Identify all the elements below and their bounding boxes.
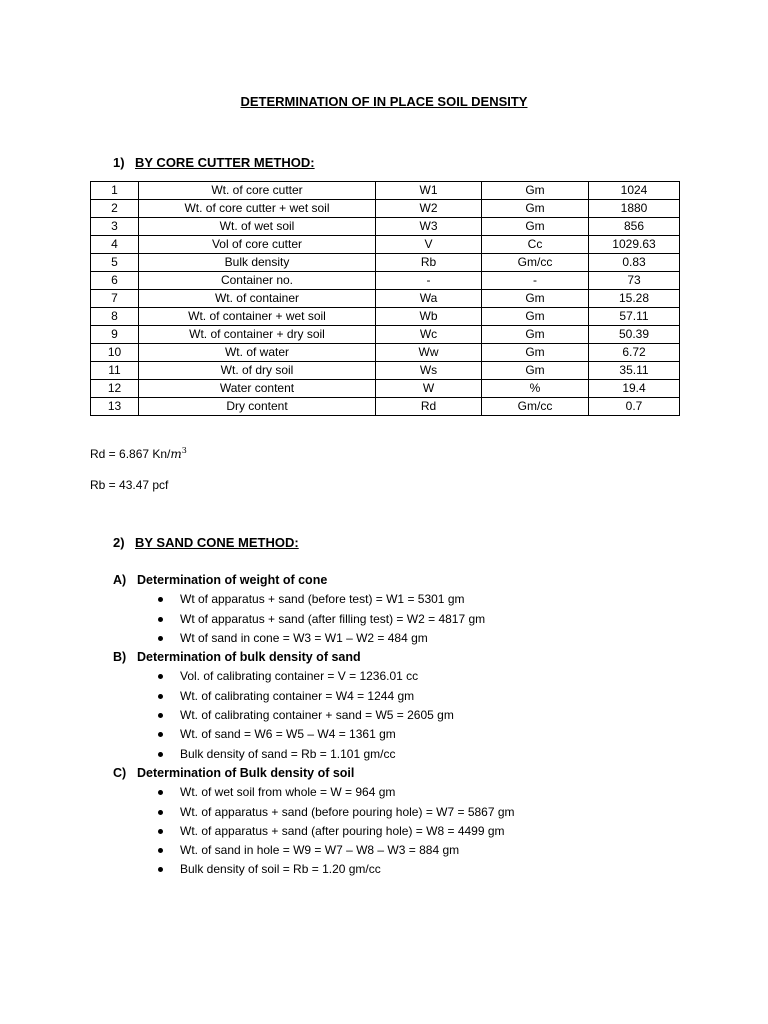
table-row xyxy=(91,218,680,236)
bullet-icon xyxy=(158,732,163,737)
row-unit: Gm xyxy=(482,344,589,362)
table-row xyxy=(91,182,680,200)
list-item xyxy=(158,706,733,725)
list-item-text: Wt. of calibrating container = W4 = 1244 gm xyxy=(180,688,415,703)
bullet-icon xyxy=(158,597,163,602)
bullet-list xyxy=(158,590,733,648)
list-item-text: Wt of apparatus + sand (after filling test) = W2 = 4817 gm xyxy=(180,611,486,626)
table-row xyxy=(91,344,680,362)
list-item-text: Bulk density of soil = Rb = 1.20 gm/cc xyxy=(180,862,381,877)
list-item xyxy=(158,687,733,706)
row-value: 856 xyxy=(589,218,680,236)
row-value: 1024 xyxy=(589,182,680,200)
row-unit: Gm xyxy=(482,362,589,380)
bullet-icon xyxy=(158,790,163,795)
row-value: 0.7 xyxy=(589,398,680,416)
table-row xyxy=(91,254,680,272)
row-value: 73 xyxy=(589,272,680,290)
table-row xyxy=(91,236,680,254)
bullet-icon xyxy=(158,636,163,641)
row-description: Wt. of dry soil xyxy=(139,362,376,380)
list-item-text: Wt. of apparatus + sand (after pouring hole) = W8 = 4499 gm xyxy=(180,823,505,838)
row-number: 10 xyxy=(91,344,139,362)
row-number: 6 xyxy=(91,272,139,290)
list-item xyxy=(158,629,733,648)
list-item xyxy=(158,783,733,802)
bullet-list xyxy=(158,667,733,763)
row-symbol: V xyxy=(376,236,482,254)
section1-heading-text: BY CORE CUTTER METHOD: xyxy=(135,155,315,170)
row-value: 1029.63 xyxy=(589,236,680,254)
row-symbol: Wb xyxy=(376,308,482,326)
core-cutter-table xyxy=(90,181,680,416)
row-value: 35.11 xyxy=(589,362,680,380)
table-row xyxy=(91,290,680,308)
bullet-icon xyxy=(158,867,163,872)
subsection-letter: C) xyxy=(113,765,127,780)
row-number: 1 xyxy=(91,182,139,200)
row-description: Wt. of core cutter + wet soil xyxy=(139,200,376,218)
list-item-text: Bulk density of sand = Rb = 1.101 gm/cc xyxy=(180,746,396,761)
row-number: 8 xyxy=(91,308,139,326)
row-description: Water content xyxy=(139,380,376,398)
row-value: 19.4 xyxy=(589,380,680,398)
list-item xyxy=(158,745,733,764)
list-item xyxy=(158,803,733,822)
row-unit: % xyxy=(482,380,589,398)
table-row xyxy=(91,200,680,218)
section2-heading-text: BY SAND CONE METHOD: xyxy=(135,535,299,550)
row-value: 57.11 xyxy=(589,308,680,326)
page-title: DETERMINATION OF IN PLACE SOIL DENSITY xyxy=(240,94,528,109)
list-item xyxy=(158,667,733,686)
bullet-icon xyxy=(158,848,163,853)
row-symbol: Rd xyxy=(376,398,482,416)
bullet-icon xyxy=(158,829,163,834)
list-item xyxy=(158,590,733,609)
subsection-letter: B) xyxy=(113,650,127,665)
list-item xyxy=(158,610,733,629)
row-number: 2 xyxy=(91,200,139,218)
list-item-text: Wt. of sand in hole = W9 = W7 – W8 – W3 = 884 gm xyxy=(180,843,460,858)
bullet-icon xyxy=(158,617,163,622)
list-item-text: Wt. of wet soil from whole = W = 964 gm xyxy=(180,785,396,800)
table-row xyxy=(91,380,680,398)
list-item-text: Wt of sand in cone = W3 = W1 – W2 = 484 gm xyxy=(180,630,428,645)
sand-cone-subsections xyxy=(113,571,733,880)
table-row xyxy=(91,272,680,290)
bullet-icon xyxy=(158,810,163,815)
row-number: 3 xyxy=(91,218,139,236)
row-symbol: W3 xyxy=(376,218,482,236)
list-item-text: Wt of apparatus + sand (before test) = W1 = 5301 gm xyxy=(180,592,465,607)
row-description: Wt. of container xyxy=(139,290,376,308)
row-number: 7 xyxy=(91,290,139,308)
row-value: 0.83 xyxy=(589,254,680,272)
row-number: 5 xyxy=(91,254,139,272)
row-value: 6.72 xyxy=(589,344,680,362)
row-symbol: Wa xyxy=(376,290,482,308)
subsection-heading xyxy=(113,571,733,590)
row-unit: Gm xyxy=(482,182,589,200)
row-unit: Gm xyxy=(482,326,589,344)
row-description: Wt. of wet soil xyxy=(139,218,376,236)
list-item-text: Vol. of calibrating container = V = 1236.01 cc xyxy=(180,669,419,684)
subsection-heading-text: Determination of weight of cone xyxy=(137,573,328,587)
subsection-heading xyxy=(113,648,733,667)
table-row xyxy=(91,398,680,416)
rd-formula xyxy=(90,446,187,461)
bullet-icon xyxy=(158,752,163,757)
row-value: 1880 xyxy=(589,200,680,218)
rb-formula: Rb = 43.47 pcf xyxy=(90,478,169,492)
core-cutter-table-body xyxy=(91,182,680,416)
section2-heading xyxy=(113,535,299,550)
row-unit: Cc xyxy=(482,236,589,254)
list-item-text: Wt. of sand = W6 = W5 – W4 = 1361 gm xyxy=(180,727,396,742)
subsection-heading-text: Determination of Bulk density of soil xyxy=(137,765,355,780)
row-description: Wt. of container + wet soil xyxy=(139,308,376,326)
row-unit: Gm xyxy=(482,200,589,218)
row-symbol: Wc xyxy=(376,326,482,344)
row-unit: Gm xyxy=(482,290,589,308)
row-unit: - xyxy=(482,272,589,290)
subsection-heading-text: Determination of bulk density of sand xyxy=(137,650,361,665)
list-item xyxy=(158,860,733,879)
bullet-icon xyxy=(158,713,163,718)
row-symbol: W xyxy=(376,380,482,398)
row-description: Wt. of container + dry soil xyxy=(139,326,376,344)
bullet-list xyxy=(158,783,733,879)
row-value: 50.39 xyxy=(589,326,680,344)
row-number: 4 xyxy=(91,236,139,254)
row-description: Wt. of water xyxy=(139,344,376,362)
table-row xyxy=(91,308,680,326)
section1-heading xyxy=(113,155,315,170)
row-description: Wt. of core cutter xyxy=(139,182,376,200)
subsection-letter: A) xyxy=(113,573,127,587)
row-number: 12 xyxy=(91,380,139,398)
row-symbol: - xyxy=(376,272,482,290)
table-row xyxy=(91,362,680,380)
row-unit: Gm/cc xyxy=(482,254,589,272)
row-symbol: Ww xyxy=(376,344,482,362)
bullet-icon xyxy=(158,694,163,699)
list-item xyxy=(158,725,733,744)
row-unit: Gm xyxy=(482,218,589,236)
row-symbol: W1 xyxy=(376,182,482,200)
row-description: Bulk density xyxy=(139,254,376,272)
row-number: 11 xyxy=(91,362,139,380)
section1-number: 1) xyxy=(113,155,125,170)
row-number: 13 xyxy=(91,398,139,416)
row-symbol: Rb xyxy=(376,254,482,272)
list-item xyxy=(158,822,733,841)
list-item-text: Wt. of calibrating container + sand = W5 = 2605 gm xyxy=(180,708,454,723)
row-number: 9 xyxy=(91,326,139,344)
subsection-heading xyxy=(113,764,733,783)
row-unit: Gm xyxy=(482,308,589,326)
rd-unit: $m^3$ xyxy=(170,446,187,461)
row-symbol: W2 xyxy=(376,200,482,218)
list-item xyxy=(158,841,733,860)
row-unit: Gm/cc xyxy=(482,398,589,416)
row-value: 15.28 xyxy=(589,290,680,308)
bullet-icon xyxy=(158,674,163,679)
row-description: Container no. xyxy=(139,272,376,290)
row-description: Dry content xyxy=(139,398,376,416)
rd-formula-text: Rd = 6.867 Kn/ xyxy=(90,447,171,461)
row-symbol: Ws xyxy=(376,362,482,380)
section2-number: 2) xyxy=(113,535,125,550)
list-item-text: Wt. of apparatus + sand (before pouring hole) = W7 = 5867 gm xyxy=(180,804,515,819)
row-description: Vol of core cutter xyxy=(139,236,376,254)
table-row xyxy=(91,326,680,344)
